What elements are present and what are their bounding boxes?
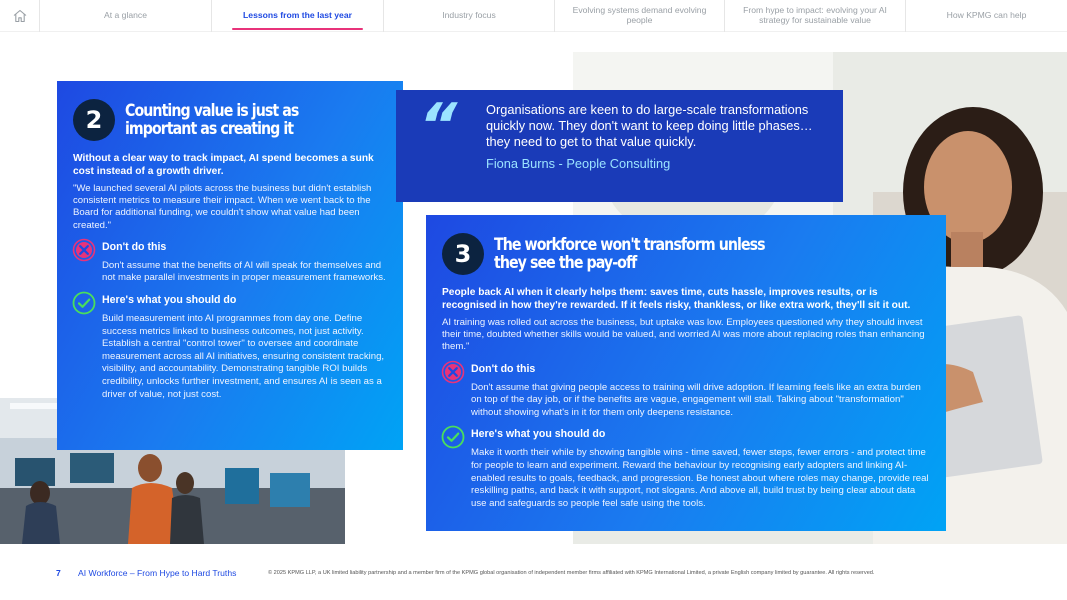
dont-do-this-section [73, 238, 387, 285]
pull-quote-text: Organisations are keen to do large-scale transformations quickly now. They don't want to keep doing little phases… they need to get to that value quickly. [486, 102, 813, 149]
lesson-number-badge: 3 [442, 233, 484, 275]
what-you-should-do-section [442, 425, 930, 510]
lesson-quote: "We launched several AI pilots across the business but didn't establish consistent metrics to measure their impact. When we went back to the Board for additional funding, we couldn't show what value had been created." [73, 183, 372, 231]
home-icon [12, 8, 28, 24]
tab-industry-focus[interactable]: Industry focus [384, 0, 555, 32]
lesson-card-2 [57, 81, 403, 450]
tab-how-kpmg-can-help[interactable]: How KPMG can help [946, 9, 1027, 20]
what-you-should-do-section [73, 291, 387, 401]
dont-do-this-title: Don't do this [102, 240, 167, 253]
pull-quote-author: Fiona Burns - People Consulting [486, 156, 671, 171]
lesson-card-3 [426, 215, 946, 531]
pull-quote [396, 90, 843, 202]
tab-lessons-from-the-last-year[interactable]: Lessons from the last year [212, 0, 384, 32]
dont-do-this-body: Don't assume that the benefits of AI will speak for themselves and not make parallel investments in proper measurement frameworks. [102, 259, 386, 284]
dont-do-this-body: Don't assume that giving people access to training will drive adoption. If learning feels like an extra burden on top of the day job, or if the benefits are vague, engagement will stall. Talking about "transformation" without showing what's in it for them only deepens resistance. [471, 381, 921, 418]
top-navigation [0, 0, 1067, 32]
lesson-title: Counting value is just as important as creating it [125, 101, 299, 138]
cross-icon [441, 360, 465, 384]
cross-icon [72, 238, 96, 262]
what-you-should-do-body: Make it worth their while by showing tangible wins - time saved, fewer steps, fewer errors - and protect time for people to learn and experiment. Reward the behaviour by recognising early adopters and linking AI-enabled results to goals, feedback, and progression. Be honest about where roles may change, provide real reskilling paths, and back it with support, not slogans. And above all, build trust by being clear about data use and safeguards so people feel safe using the tools. [471, 447, 929, 509]
what-you-should-do-title: Here's what you should do [102, 294, 237, 306]
tab-evolving-systems[interactable]: Evolving systems demand evolving people [555, 0, 725, 32]
report-title: AI Workforce – From Hype to Hard Truths [78, 568, 237, 578]
lesson-lead: Without a clear way to track impact, AI spend becomes a sunk cost instead of a growth driver. [73, 153, 374, 177]
quote-mark-icon: “ [409, 91, 467, 161]
home-button[interactable] [0, 0, 40, 32]
lesson-lead: People back AI when it clearly helps them: saves time, cuts hassle, improves results, or is recognised in how they're rewarded. If it feels risky, thankless, or like extra work, they'll sit it out. [442, 287, 911, 311]
tab-at-a-glance[interactable]: At a glance [40, 0, 212, 32]
page-footer [0, 568, 1067, 582]
check-icon [441, 425, 465, 449]
lesson-title: The workforce won't transform unless they see the pay-off [494, 235, 765, 272]
check-icon [72, 291, 96, 315]
tab-from-hype-to-impact[interactable]: From hype to impact: evolving your AI strategy for sustainable value [725, 0, 906, 32]
page-number: 7 [56, 568, 61, 578]
dont-do-this-section [442, 360, 930, 420]
lesson-quote: AI training was rolled out across the business, but uptake was low. Employees questioned why they should invest their time, doubted whether skills would be valued, and worried AI was more about replacing roles than enhancing them." [442, 317, 925, 353]
what-you-should-do-title: Here's what you should do [471, 428, 606, 441]
lesson-number-badge: 2 [73, 99, 115, 141]
copyright-notice: © 2025 KPMG LLP, a UK limited liability partnership and a member firm of the KPMG global organisation of independent member firms affiliated with KPMG International Limited, a private English company limited by guarantee. All rights reserved. [268, 570, 875, 576]
dont-do-this-title: Don't do this [471, 362, 536, 375]
what-you-should-do-body: Build measurement into AI programmes from day one. Define success metrics linked to business outcomes, not just activity. Establish a central "control tower" to oversee and coordinate measurement across all AI initiatives, ensuring consistent tracking, visibility, and accountability. Demonstrating tangible ROI builds credibility, unlocks further investment, and ensures AI is seen as a driver of value, not just cost. [102, 313, 385, 400]
